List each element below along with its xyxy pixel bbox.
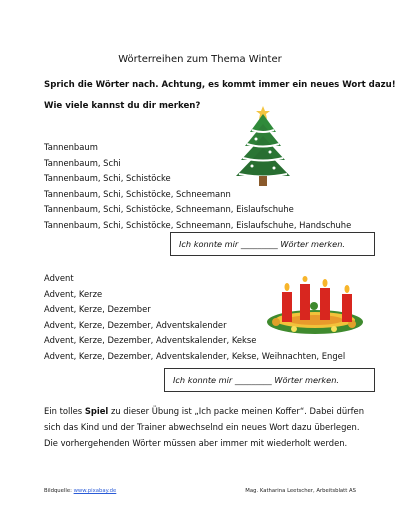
list-item: Advent, Kerze [44, 288, 103, 299]
list-item: Tannenbaum, Schi, Schistöcke [44, 173, 171, 183]
game-paragraph: Ein tolles Spiel zu dieser Übung ist „Ich packe meinen Koffer“. Dabei dürfen sich das Kind und der Trainer abwechselnd ein neues Wort dazu überlegen. Die vorhergehenden Wörter müssen aber immer mit wiederholt werden. [44, 406, 365, 448]
instruction-question: Wie viele kannst du dir merken? [44, 101, 201, 111]
christmas-tree-icon [232, 104, 294, 190]
footer-author: Mag. Katharina Leetscher, Arbeitsblatt AS [245, 488, 356, 494]
page-title: Wörterreihen zum Thema Winter [118, 54, 282, 65]
list-item: Tannenbaum, Schi, Schistöcke, Schneemann, Eislaufschuhe [44, 204, 294, 214]
footer-source: Bildquelle: www.pixabay.de [44, 488, 117, 494]
list-item: Tannenbaum, Schi, Schistöcke, Schneemann [44, 188, 231, 199]
list-item: Advent, Kerze, Dezember, Adventskalender, Kekse [44, 335, 257, 345]
list-item: Tannenbaum, Schi, Schistöcke, Schneemann, Eislaufschuhe, Handschuhe [44, 219, 352, 230]
word-list-winter [44, 140, 351, 233]
highlight-word: Spiel [84, 406, 109, 416]
list-item: Advent, Kerze, Dezember, Adventskalender, Kekse, Weihnachten, Engel [44, 350, 346, 361]
list-item: Tannenbaum, Schi [44, 157, 121, 168]
list-item: Advent, Kerze, Dezember [44, 304, 151, 314]
memory-answer-box: Ich konnte mir _________ Wörter merken. [164, 368, 375, 392]
advent-wreath-icon [264, 276, 366, 336]
memory-answer-box: Ich konnte mir _________ Wörter merken. [170, 232, 375, 256]
list-item: Tannenbaum [44, 142, 98, 152]
pixabay-link[interactable]: www.pixabay.de [73, 488, 117, 494]
list-item: Advent, Kerze, Dezember, Adventskalender [44, 319, 227, 330]
list-item: Advent [44, 273, 74, 283]
instruction-repeat: Sprich die Wörter nach. Achtung, es kommt immer ein neues Wort dazu! [44, 80, 396, 90]
